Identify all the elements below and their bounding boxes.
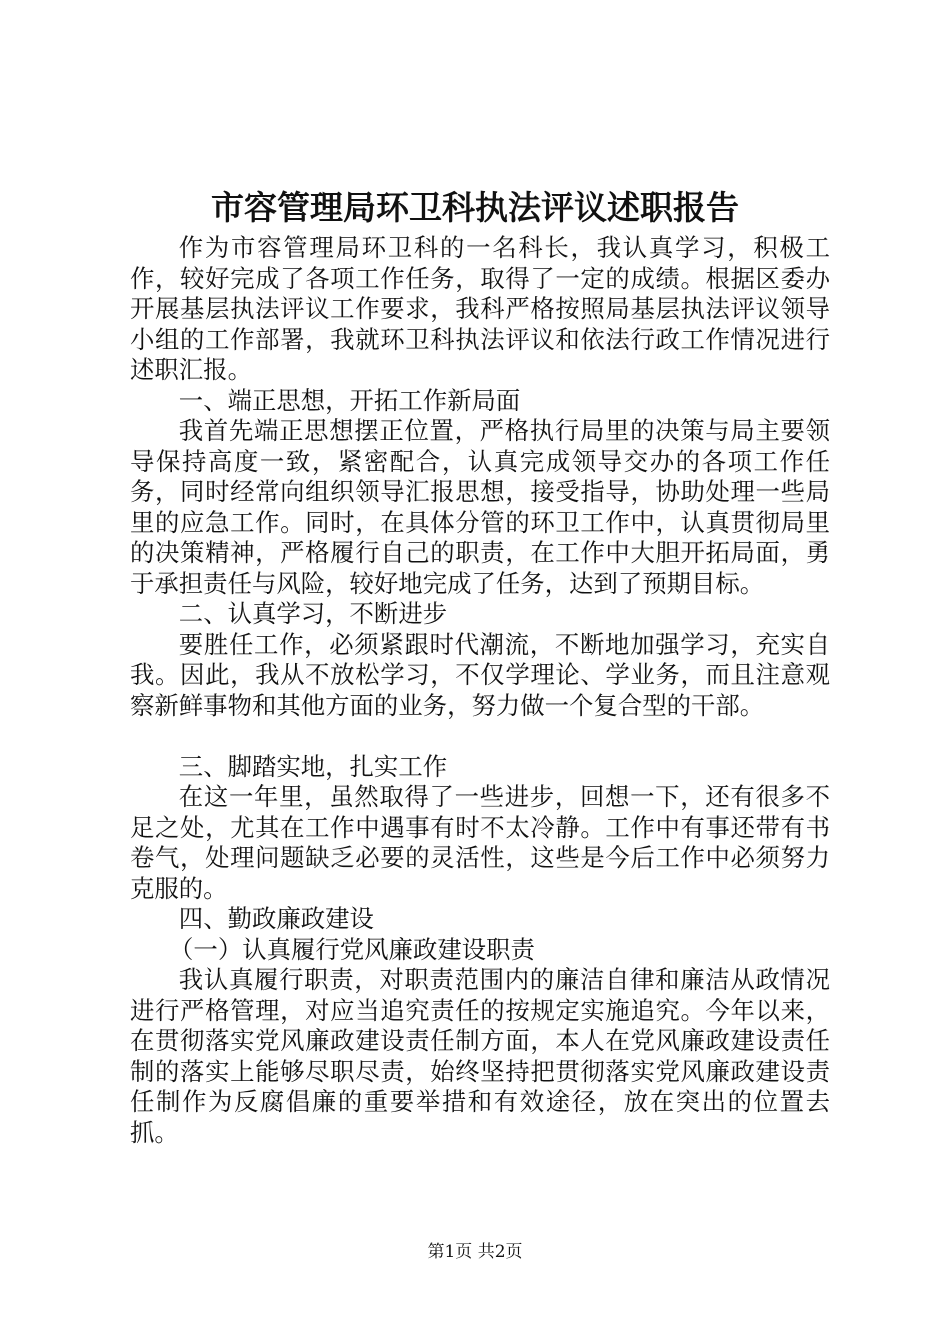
- section-4-subheading: （一）认真履行党风廉政建设职责: [169, 934, 535, 964]
- document-body: [130, 233, 830, 1148]
- section-3-heading: 三、脚踏实地，扎实工作: [178, 751, 448, 781]
- document-title: 市容管理局环卫科执法评议述职报告: [211, 188, 739, 227]
- section-2-heading: 二、认真学习，不断进步: [178, 599, 448, 628]
- paragraph-spacer: [130, 721, 830, 752]
- page-footer: 第1页 共2页: [427, 1242, 523, 1262]
- intro-paragraph: 作为市容管理局环卫科的一名科长，我认真学习，积极工作，较好完成了各项工作任务，取得了一定的成绩。根据区委办开展基层执法评议工作要求，我科严格按照局基层执法评议领导小组的工作部署，我就环卫科执法评议和依法行政工作情况进行述职汇报。: [130, 233, 830, 384]
- section-2-paragraph: 要胜任工作，必须紧跟时代潮流，不断地加强学习，充实自我。因此，我从不放松学习，不仅学理论、学业务，而且注意观察新鲜事物和其他方面的业务，努力做一个复合型的干部。: [130, 629, 830, 720]
- section-4-paragraph: 我认真履行职责，对职责范围内的廉洁自律和廉洁从政情况进行严格管理，对应当追究责任的按规定实施追究。今年以来，在贯彻落实党风廉政建设责任制方面，本人在党风廉政建设责任制的落实上能够尽职尽责，始终坚持把贯彻落实党风廉政建设责任制作为反腐倡廉的重要举措和有效途径，放在突出的位置去抓。: [130, 965, 830, 1147]
- section-3-paragraph: 在这一年里，虽然取得了一些进步，回想一下，还有很多不足之处，尤其在工作中遇事有时不太冷静。工作中有事还带有书卷气，处理问题缺乏必要的灵活性，这些是今后工作中必须努力克服的。: [130, 782, 830, 903]
- section-4-heading: 四、勤政廉政建设: [178, 904, 374, 933]
- section-1-paragraph: 我首先端正思想摆正位置，严格执行局里的决策与局主要领导保持高度一致，紧密配合，认真完成领导交办的各项工作任务，同时经常向组织领导汇报思想，接受指导，协助处理一些局里的应急工作。同时，在具体分管的环卫工作中，认真贯彻局里的决策精神，严格履行自己的职责，在工作中大胆开拓局面，勇于承担责任与风险，较好地完成了任务，达到了预期目标。: [130, 416, 830, 598]
- section-1-heading: 一、端正思想，开拓工作新局面: [178, 385, 521, 415]
